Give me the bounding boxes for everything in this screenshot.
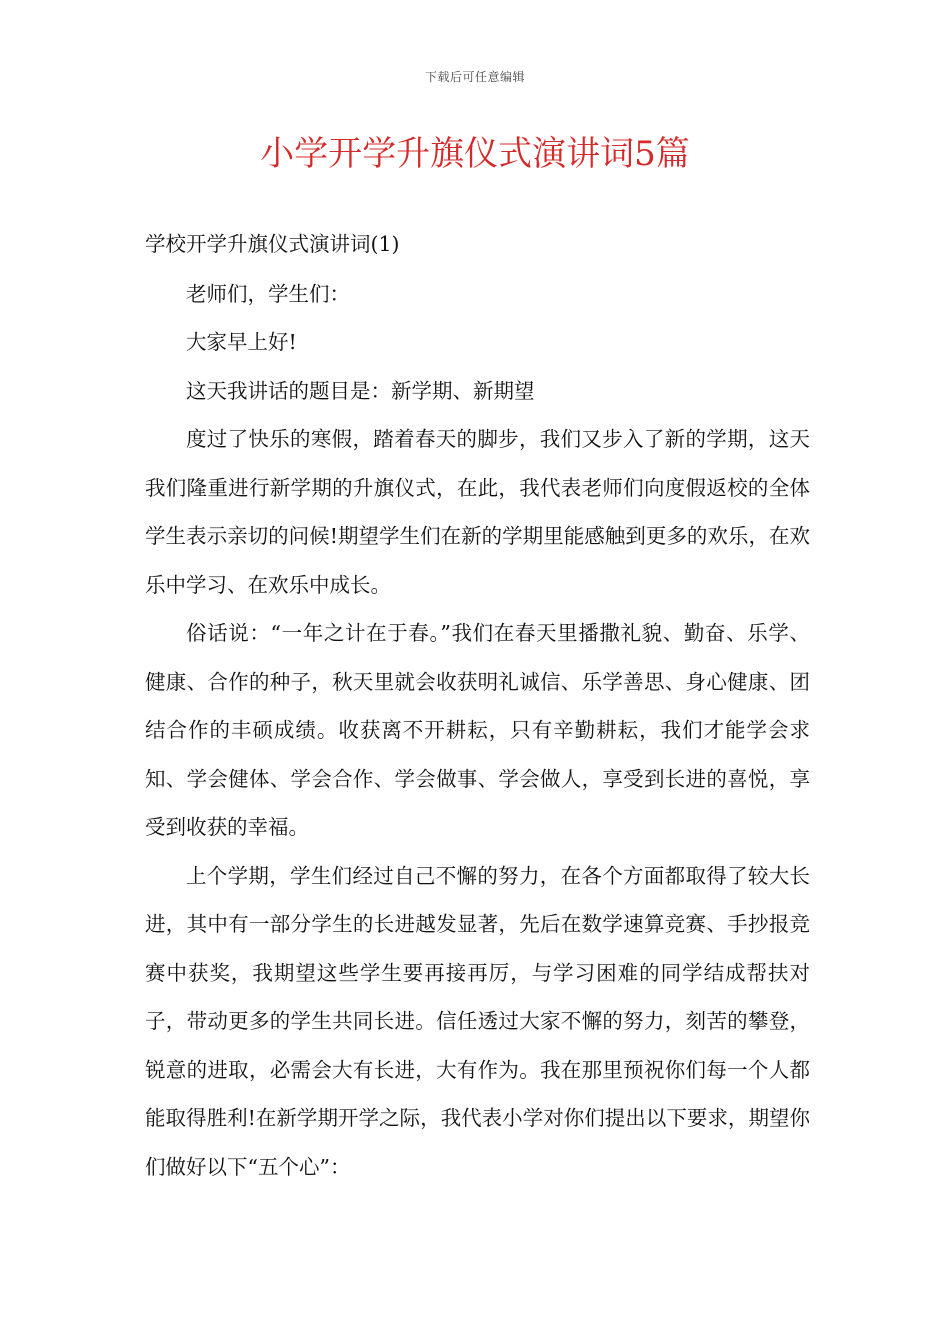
document-body [145,220,810,1191]
paragraph-body-3: 上个学期，学生们经过自己不懈的努力，在各个方面都取得了较大长进，其中有一部分学生的长进越发显著，先后在数学速算竞赛、手抄报竞赛中获奖，我期望这些学生要再接再厉，与学习困难的同学结成帮扶对子，带动更多的学生共同长进。信任透过大家不懈的努力，刻苦的攀登，锐意的进取，必需会大有长进，大有作为。我在那里预祝你们每一个人都能取得胜利!在新学期开学之际，我代表小学对你们提出以下要求，期望你们做好以下“五个心”： [145,863,810,1179]
header-note: 下载后可任意编辑 [424,70,525,84]
section-heading: 学校开学升旗仪式演讲词(1) [145,232,400,256]
paragraph-body-1: 度过了快乐的寒假，踏着春天的脚步，我们又步入了新的学期，这天我们隆重进行新学期的升旗仪式，在此，我代表老师们向度假返校的全体学生表示亲切的问候!期望学生们在新的学期里能感触到更多的欢乐，在欢乐中学习、在欢乐中成长。 [145,427,810,597]
paragraph-morning: 大家早上好! [186,330,297,354]
paragraph-topic: 这天我讲话的题目是：新学期、新期望 [186,378,535,403]
paragraph-body-2: 俗话说：“一年之计在于春。”我们在春天里播撒礼貌、勤奋、乐学、健康、合作的种子，秋天里就会收获明礼诚信、乐学善思、身心健康、团结合作的丰硕成绩。收获离不开耕耘，只有辛勤耕耘，我们才能学会求知、学会健体、学会合作、学会做事、学会做人，享受到长进的喜悦，享受到收获的幸福。 [145,621,810,839]
document-title: 小学开学升旗仪式演讲词5篇 [260,134,690,174]
paragraph-greeting: 老师们，学生们： [186,281,350,306]
